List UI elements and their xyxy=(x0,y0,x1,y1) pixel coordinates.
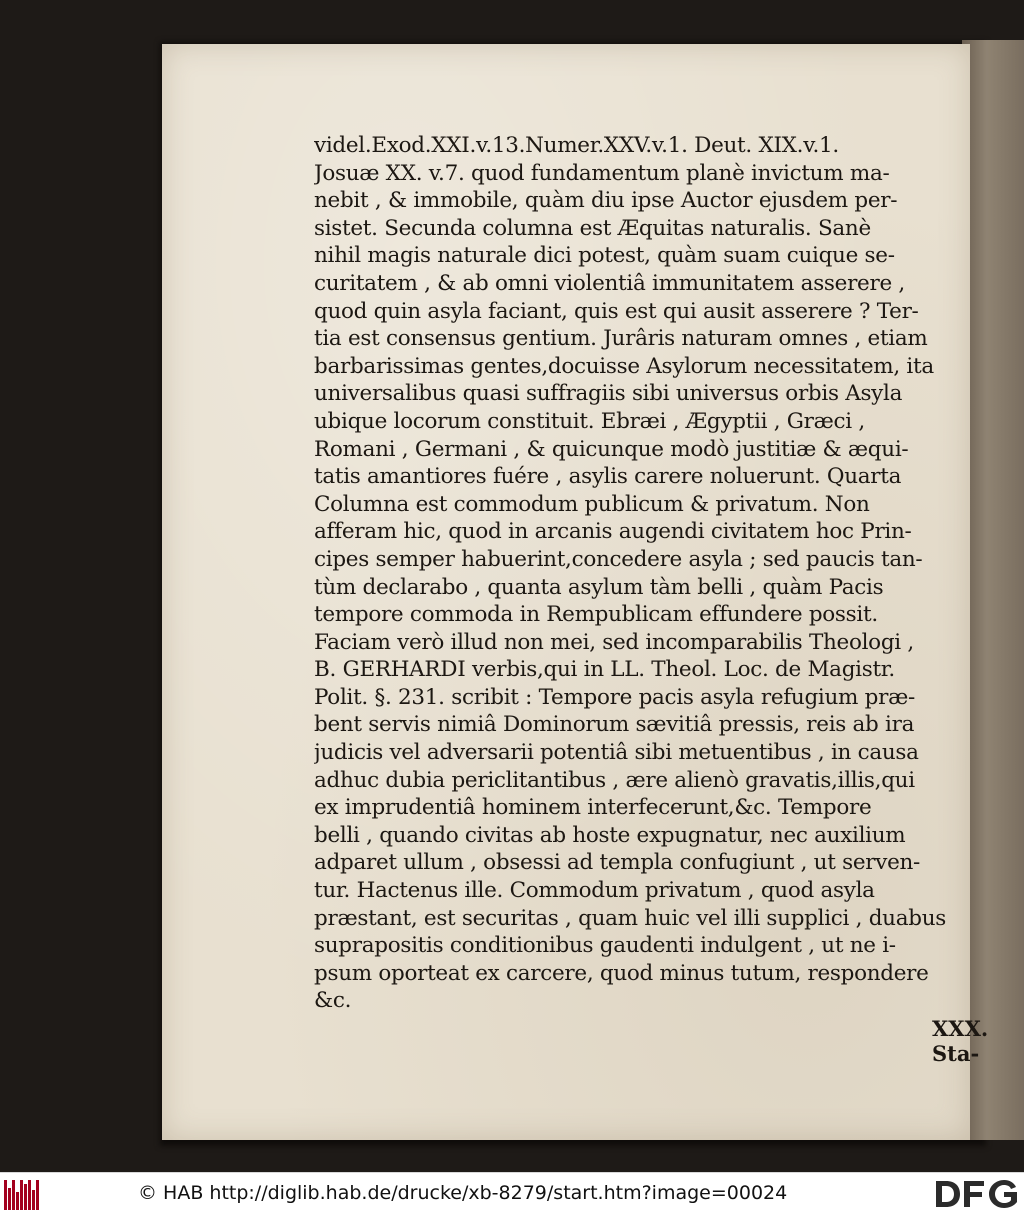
hab-logo-bar xyxy=(36,1180,39,1210)
text-line: bent servis nimiâ Dominorum sævitiâ pressis, reis ab ira xyxy=(314,712,915,738)
text-line: B. GERHARDI verbis,qui in LL. Theol. Loc. de Magistr. xyxy=(314,657,895,683)
text-line: judicis vel adversarii potentiâ sibi metuentibus , in causa xyxy=(314,740,919,766)
text-line: quod quin asyla faciant, quis est qui ausit asserere ? Ter- xyxy=(314,298,919,324)
text-line: Columna est commodum publicum & privatum. Non xyxy=(314,491,870,517)
text-line: nebit , & immobile, quàm diu ipse Auctor ejusdem per- xyxy=(314,188,898,214)
page-text xyxy=(314,132,1024,1015)
text-line: adparet ullum , obsessi ad templa confugiunt , ut serven- xyxy=(314,850,921,876)
hab-logo-icon xyxy=(4,1178,40,1210)
hab-logo-bar xyxy=(16,1192,19,1210)
text-line: belli , quando civitas ab hoste expugnatur, nec auxilium xyxy=(314,822,906,848)
text-line: præstant, est securitas , quam huic vel illi supplici , duabus xyxy=(314,905,946,931)
catchword: XXX. Sta- xyxy=(932,1016,989,1066)
dfg-logo-icon xyxy=(930,1177,1020,1211)
text-line: tùm declarabo , quanta asylum tàm belli , quàm Pacis xyxy=(314,574,884,600)
text-line: nihil magis naturale dici potest, quàm suam cuique se- xyxy=(314,243,895,269)
text-line: suprapositis conditionibus gaudenti indulgent , ut ne i- xyxy=(314,933,896,959)
text-line: Romani , Germani , & quicunque modò justitiæ & æqui- xyxy=(314,436,909,462)
text-line: psum oporteat ex carcere, quod minus tutum, respondere xyxy=(314,960,929,986)
hab-logo-bar xyxy=(32,1190,35,1210)
text-line: &c. xyxy=(314,988,352,1014)
hab-logo-bar xyxy=(8,1188,11,1210)
text-line: ex imprudentiâ hominem interfecerunt,&c. Tempore xyxy=(314,795,872,821)
hab-logo-bar xyxy=(24,1184,27,1210)
text-line: sistet. Secunda columna est Æquitas naturalis. Sanè xyxy=(314,215,871,241)
text-line: barbarissimas gentes,docuisse Asylorum necessitatem, ita xyxy=(314,353,934,379)
hab-logo-bar xyxy=(20,1180,23,1210)
hab-logo-bar xyxy=(28,1180,31,1210)
text-line: videl.Exod.XXI.v.13.Numer.XXV.v.1. Deut. XIX.v.1. xyxy=(314,133,839,158)
text-line: tempore commoda in Rempublicam effundere possit. xyxy=(314,602,878,628)
text-line: Faciam verò illud non mei, sed incomparabilis Theologi , xyxy=(314,629,914,655)
text-line: tur. Hactenus ille. Commodum privatum , quod asyla xyxy=(314,878,875,904)
book-page xyxy=(162,44,989,1140)
text-line: cipes semper habuerint,concedere asyla ; sed paucis tan- xyxy=(314,546,923,572)
text-line: Polit. §. 231. scribit : Tempore pacis asyla refugium præ- xyxy=(314,684,915,710)
footer-copyright-url: © HAB http://diglib.hab.de/drucke/xb-8279/start.htm?image=00024 xyxy=(138,1182,788,1204)
text-line: universalibus quasi suffragiis sibi universus orbis Asyla xyxy=(314,381,903,407)
text-line: ubique locorum constituit. Ebræi , Ægyptii , Græci , xyxy=(314,408,865,434)
text-line: curitatem , & ab omni violentiâ immunitatem asserere , xyxy=(314,270,905,296)
text-line: Josuæ XX. v.7. quod fundamentum planè invictum ma- xyxy=(314,160,890,186)
text-line: tatis amantiores fuére , asylis carere noluerunt. Quarta xyxy=(314,464,902,490)
text-line: adhuc dubia periclitantibus , ære alienò gravatis,illis,qui xyxy=(314,767,915,793)
footer-bar xyxy=(0,1172,1024,1214)
text-line: afferam hic, quod in arcanis augendi civitatem hoc Prin- xyxy=(314,519,912,545)
hab-logo-bar xyxy=(12,1180,15,1210)
text-line: tia est consensus gentium. Jurâris naturam omnes , etiam xyxy=(314,326,928,352)
hab-logo-bar xyxy=(4,1180,7,1210)
